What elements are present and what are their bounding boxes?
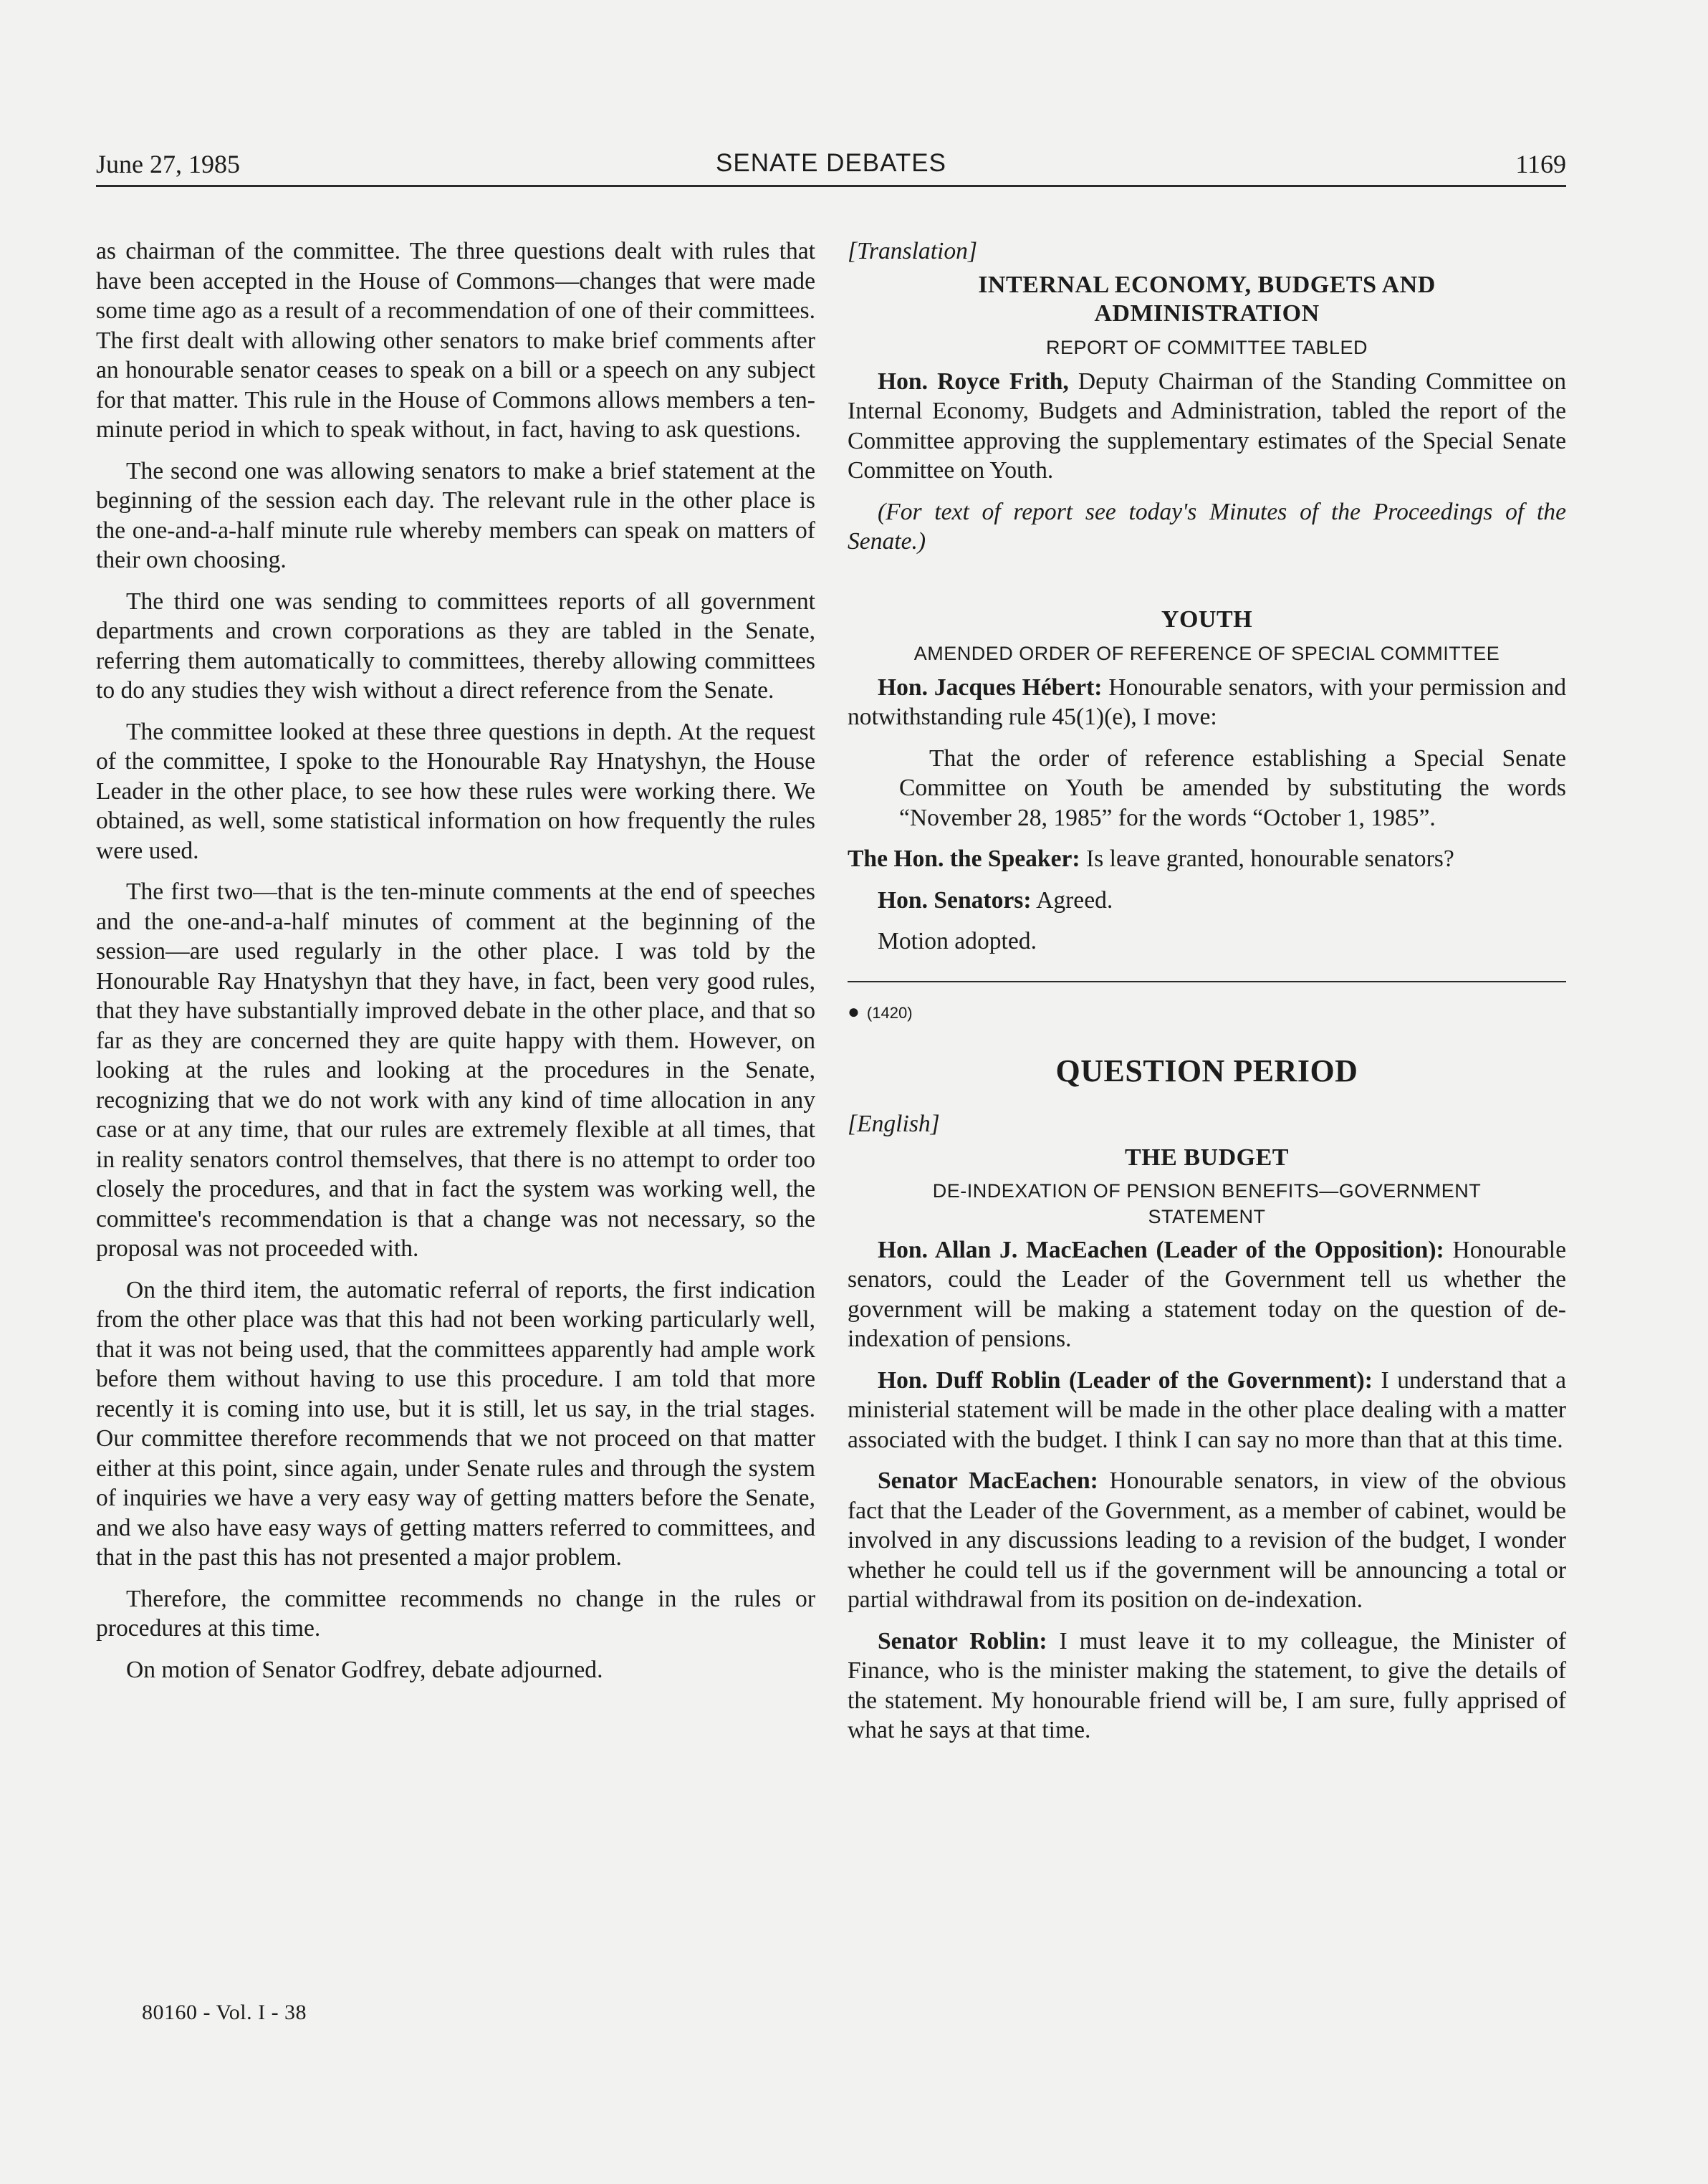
bullet-icon: ● [848,1000,860,1022]
speech-text: Agreed. [1031,886,1113,914]
speech-frith [848,367,1566,486]
speech-text: Is leave granted, honourable senators? [1080,846,1454,872]
speech-roblin [848,1366,1566,1455]
speech-maceachen [848,1235,1566,1354]
speech-text: I understand that a ministerial statement will be made in the other place dealing with a matter associated with the budget. I think I can say no more than that at this time. [848,1366,1566,1453]
paragraph: The third one was sending to committees reports of all government departments and crown corporations as they are tabled in the Senate, referring them automatically to committees, thereby allowing committees to do any studies they wish without a direct reference from the Senate. [96,588,815,704]
section-heading-internal-economy [848,271,1566,328]
subheading-line: STATEMENT [1148,1205,1266,1227]
speech-text: Honourable senators, in view of the obvious fact that the Leader of the Government, as a member of cabinet, would be involved in any discussions leading to a revision of the budget, I wonder whether he could tell us if the government will be announcing a total or partial withdrawal from its position on de-indexation. [848,1467,1566,1613]
heading-line: ADMINISTRATION [1094,300,1320,327]
speech-text: Honourable senators, could the Leader of the Government tell us whether the government will be making a statement today on the question of de-indexation of pensions. [848,1236,1566,1352]
paragraph: Therefore, the committee recommends no change in the rules or procedures at this time. [96,1585,815,1642]
paragraph: The second one was allowing senators to make a brief statement at the beginning of the session each day. The relevant rule in the other place is the one-and-a-half minute rule whereby members can speak on matters of their own choosing. [96,457,815,573]
subheading-line: DE-INDEXATION OF PENSION BENEFITS—GOVERNMENT [932,1179,1482,1202]
speaker-name: Hon. Senators: [878,886,1032,914]
motion-adopted: Motion adopted. [878,928,1037,954]
speaker-name: The Hon. the Speaker: [848,846,1080,872]
divider [848,981,1566,982]
english-label: [English] [848,1111,940,1137]
header-date: June 27, 1985 [96,150,240,178]
heading-line: INTERNAL ECONOMY, BUDGETS AND [978,271,1436,298]
footer-code: 80160 - Vol. I - 38 [142,2001,307,2024]
timestamp-text: (1420) [866,1003,913,1022]
speaker-name: Hon. Royce Frith, [878,368,1069,395]
speaker-name: Hon. Duff Roblin (Leader of the Government): [878,1366,1373,1394]
right-column [848,236,1566,1757]
speaker-name: Senator Roblin: [878,1627,1047,1654]
speaker-name: Senator MacEachen: [878,1467,1098,1494]
page-header [96,149,1566,187]
speaker-name: Hon. Jacques Hébert: [878,674,1103,701]
timestamp [848,997,1566,1028]
speech-hebert [848,673,1566,732]
paragraph: On motion of Senator Godfrey, debate adjourned. [126,1656,603,1683]
section-heading-question-period: QUESTION PERIOD [1055,1053,1358,1088]
left-column [96,236,815,1696]
paragraph: as chairman of the committee. The three questions dealt with rules that have been accepted in the House of Commons—changes that were made some time ago as a result of a recommendation of one of their committees. The first dealt with allowing other senators to make brief comments after an honourable senator ceases to speak on a bill or a speech on any subject for that matter. This rule in the House of Commons allows members a ten-minute period in which to speak without, in fact, having to ask questions. [96,238,815,443]
speech-text: Deputy Chairman of the Standing Committee on Internal Economy, Budgets and Administration, tabled the report of the Committee approving the supplementary estimates of the Special Senate Committee on Youth. [848,368,1566,484]
report-note: (For text of report see today's Minutes of the Proceedings of the Senate.) [848,498,1566,555]
translation-label: [Translation] [848,238,978,264]
section-heading-youth: YOUTH [1161,605,1253,633]
paragraph: The first two—that is the ten-minute comments at the end of speeches and the one-and-a-half minutes of comment at the beginning of the session—are used regularly in the other place. I was told by the Honourable Ray Hnatyshyn that they have, in fact, been very good rules, that they have substantially improved debate in the other place, and that so far as they are concerned they are quite happy with them. However, on looking at the rules and looking at the procedures in the Senate, recognizing that we do not work with any kind of time allocation in any case or at any time, that our rules are extremely flexible at all times, that in reality senators control themselves, that there is no attempt to order too closely the procedures, and that in fact the system was working well, the committee's recommendation is that a change was not necessary, so the proposal was not proceeded with. [96,878,815,1262]
speech-text: Honourable senators, with your permission and notwithstanding rule 45(1)(e), I move: [848,674,1566,730]
paragraph: The committee looked at these three questions in depth. At the request of the committee, I spoke to the Honourable Ray Hnatyshyn, the House Leader in the other place, to see how these rules were working there. We obtained, as well, some statistical information on how frequently the rules were used. [96,718,815,864]
subheading-amended-order: AMENDED ORDER OF REFERENCE OF SPECIAL COMMITTEE [913,642,1500,664]
speech-senators [848,886,1566,916]
motion-quote [899,744,1566,833]
speaker-name: Hon. Allan J. MacEachen (Leader of the Opposition): [878,1236,1444,1263]
motion-text: That the order of reference establishing a Special Senate Committee on Youth be amended by substituting the words “November 28, 1985” for the words “October 1, 1985”. [899,744,1566,831]
subheading-report-tabled: REPORT OF COMMITTEE TABLED [1045,336,1368,358]
header-page-number: 1169 [1515,150,1566,178]
speech-roblin-2 [848,1627,1566,1745]
spacer [848,568,1566,605]
speech-maceachen-2 [848,1466,1566,1615]
speech-text: I must leave it to my colleague, the Minister of Finance, who is the minister making the statement, to give the details of the statement. My honourable friend will be, I am sure, fully apprised of what he says at that time. [848,1627,1566,1743]
subheading-deindexation [848,1178,1566,1230]
section-heading-budget: THE BUDGET [1125,1144,1289,1171]
header-title: SENATE DEBATES [716,149,946,177]
paragraph: On the third item, the automatic referral of reports, the first indication from the other place was that this had not been working particularly well, that it was not being used, that the committees apparently had ample work before them without having to use this procedure. I am told that more recently it is coming into use, but it is still, let us say, in the trial stages. Our committee therefore recommends that we not proceed on that matter either at this point, since again, under Senate rules and through the system of inquiries we have a very easy way of getting matters before the Senate, and we also have easy ways of getting matters referred to committees, and that in the past this has not presented a major problem. [96,1276,815,1571]
speech-speaker [848,844,1566,874]
